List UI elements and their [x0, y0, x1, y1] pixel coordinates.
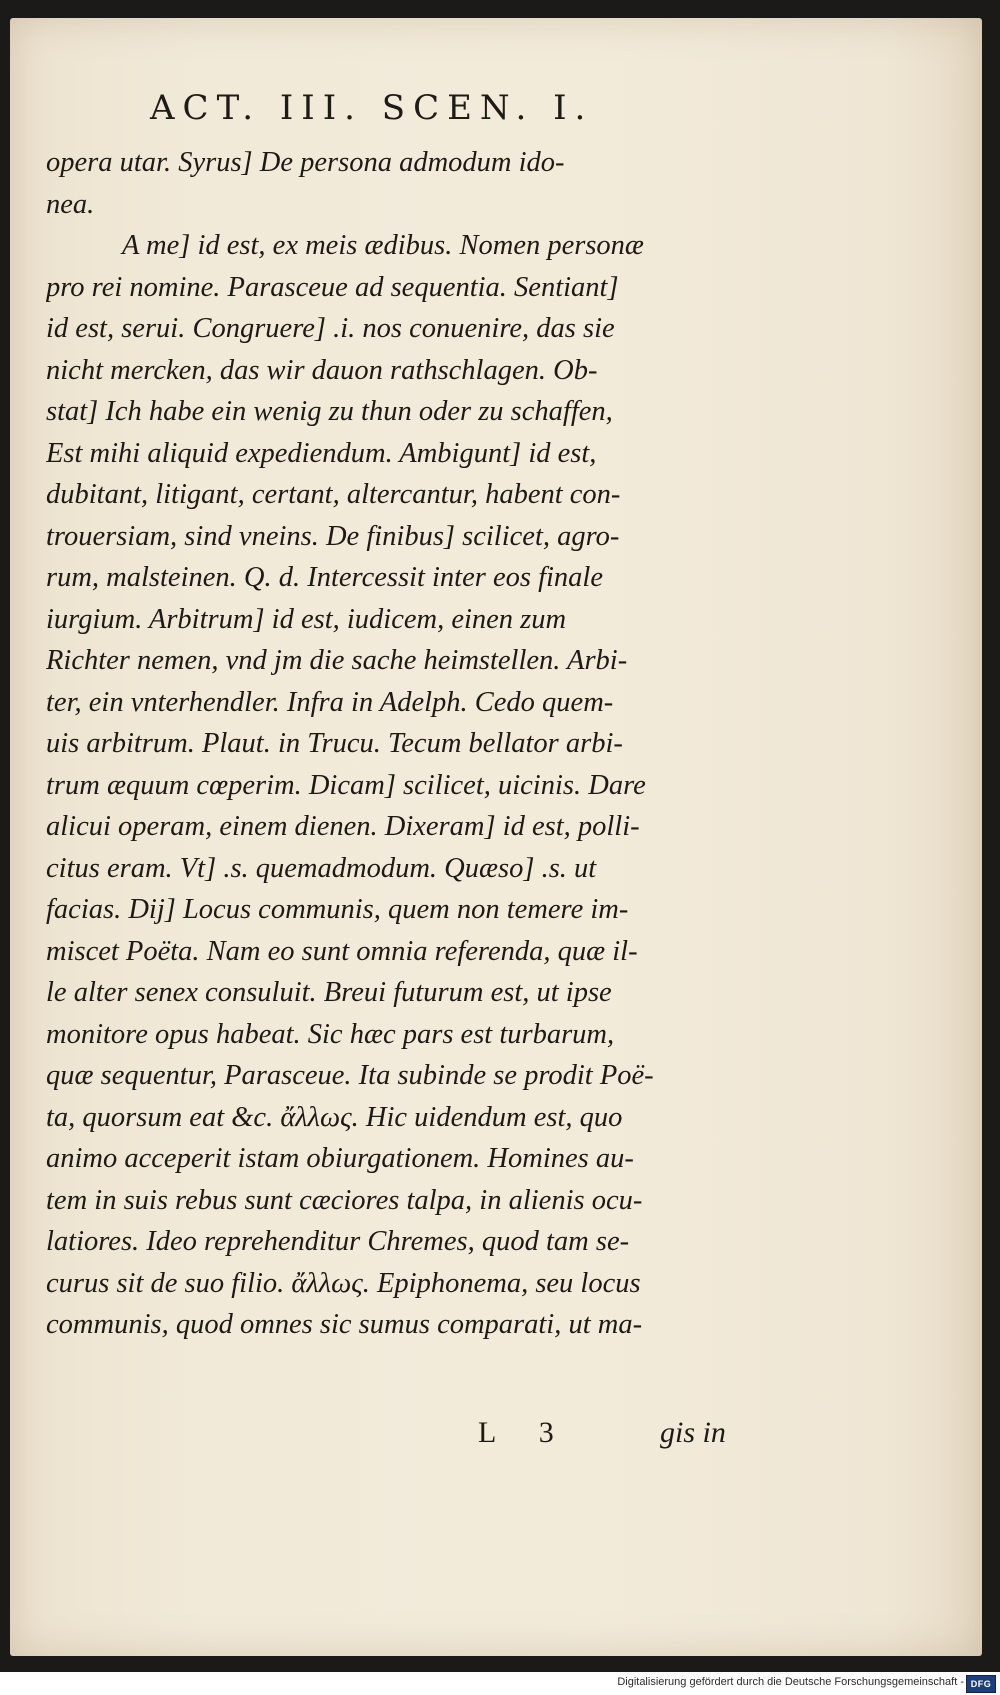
text-line: monitore opus habeat. Sic hæc pars est turbarum,: [46, 1018, 615, 1050]
text-line: ter, ein vnterhendler. Infra in Adelph. Cedo quem-: [46, 686, 614, 718]
text-line: communis, quod omnes sic sumus comparati, ut ma-: [46, 1309, 643, 1340]
signature-mark: L 3: [478, 1416, 572, 1449]
text-line: le alter senex consuluit. Breui futurum est, ut ipse: [46, 977, 612, 1008]
text-line: alicui operam, einem dienen. Dixeram] id est, polli-: [46, 811, 640, 842]
text-line: latiores. Ideo reprehenditur Chremes, quod tam se-: [46, 1226, 630, 1257]
text-line: ta, quorsum eat &c. ἄλλως. Hic uidendum est, quo: [46, 1101, 623, 1133]
text-line: nicht mercken, das wir dauon rathschlagen. Ob-: [46, 354, 598, 386]
text-line: pro rei nomine. Parasceue ad sequentia. Sentiant]: [46, 271, 619, 303]
text-line: Richter nemen, vnd jm die sache heimstellen. Arbi-: [46, 645, 628, 676]
text-line: curus sit de suo filio. ἄλλως. Epiphonema, seu locus: [46, 1267, 641, 1299]
text-line: nea.: [46, 188, 95, 220]
text-line: miscet Poëta. Nam eo sunt omnia referenda, quæ il-: [46, 935, 638, 967]
digitization-bar: [0, 1672, 1000, 1695]
text-line: A me] id est, ex meis ædibus. Nomen personæ: [122, 230, 644, 261]
text-line: id est, serui. Congruere] .i. nos conuenire, das sie: [46, 313, 615, 344]
text-line: dubitant, litigant, certant, altercantur, habent con-: [46, 479, 621, 510]
text-line: trum æquum cœperim. Dicam] scilicet, uicinis. Dare: [46, 769, 646, 801]
text-line: Est mihi aliquid expediendum. Ambigunt] id est,: [46, 437, 597, 469]
text-line: facias. Dij] Locus communis, quem non temere im-: [46, 894, 629, 925]
catchword: gis in: [660, 1416, 726, 1449]
text-line: animo acceperit istam obiurgationem. Homines au-: [46, 1143, 634, 1174]
text-line: uis arbitrum. Plaut. in Trucu. Tecum bellator arbi-: [46, 728, 623, 759]
text-line: tem in suis rebus sunt cæciores talpa, in alienis ocu-: [46, 1184, 643, 1216]
running-header: ACT. III. SCEN. I.: [150, 88, 594, 128]
text-line: stat] Ich habe ein wenig zu thun oder zu schaffen,: [46, 396, 613, 427]
digitization-credit: Digitalisierung gefördert durch die Deutsche Forschungsgemeinschaft -: [617, 1676, 964, 1688]
text-line: citus eram. Vt] .s. quemadmodum. Quæso] .s. ut: [46, 852, 597, 884]
text-line: trouersiam, sind vneins. De finibus] scilicet, agro-: [46, 520, 620, 552]
text-line: iurgium. Arbitrum] id est, iudicem, einen zum: [46, 603, 567, 635]
text-line: quæ sequentur, Parasceue. Ita subinde se prodit Poë-: [46, 1060, 654, 1091]
commentary-text: [46, 142, 746, 1346]
text-line: opera utar. Syrus] De persona admodum ido-: [46, 147, 565, 178]
text-line: rum, malsteinen. Q. d. Intercessit inter eos finale: [46, 562, 603, 593]
dfg-logo-icon: DFG: [966, 1675, 996, 1693]
